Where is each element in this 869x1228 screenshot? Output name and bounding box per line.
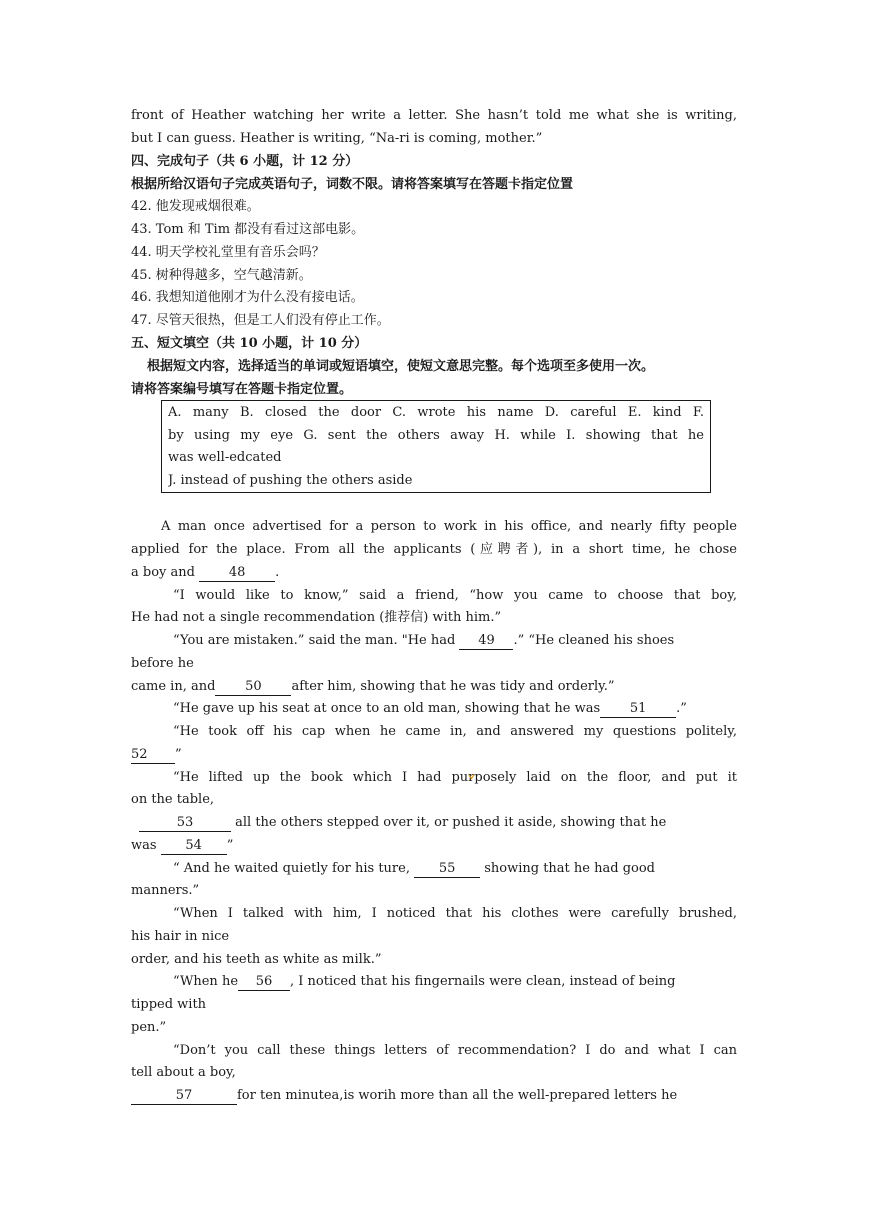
text-span: .” “He cleaned his shoes	[513, 633, 675, 648]
passage-line: pen.”	[131, 1020, 167, 1035]
text-span: .	[275, 565, 280, 580]
blank-48: 48	[199, 565, 275, 582]
section-heading: 四、完成句子（共 6 小题，计 12 分）	[131, 154, 359, 169]
passage-line	[131, 677, 737, 697]
passage-line	[131, 1086, 737, 1106]
text-span: for ten minutea,is worih more than all the well-prepared letters he	[237, 1088, 678, 1103]
passage-line: tipped with	[131, 997, 207, 1012]
passage-line: tell about a boy,	[131, 1065, 236, 1080]
passage-line	[131, 813, 737, 833]
question-item: 45. 树种得越多，空气越清新。	[131, 268, 312, 283]
passage-line: “I would like to know,” said a friend, “how you came to choose that boy,	[173, 588, 737, 603]
ink-mark-icon	[468, 773, 475, 780]
blank-51: 51	[600, 701, 676, 718]
passage-line	[173, 972, 737, 992]
passage-line: applied for the place. From all the applicants (应聘者), in a short time, he chose	[131, 542, 737, 557]
text-span: a boy and	[131, 565, 200, 580]
passage-line: “He lifted up the book which I had purposely laid on the floor, and put it	[173, 770, 737, 785]
text-span: all the others stepped over it, or pushed it aside, showing that he	[231, 815, 667, 830]
passage-line	[131, 836, 737, 856]
passage-line: He had not a single recommendation (推荐信) with him.”	[131, 610, 502, 625]
text-span: “He gave up his seat at once to an old man, showing that he was	[173, 701, 601, 716]
passage-line: A man once advertised for a person to work in his office, and nearly fifty people	[161, 519, 737, 534]
text-span: .”	[676, 701, 687, 716]
question-item: 47. 尽管天很热，但是工人们没有停止工作。	[131, 313, 390, 328]
text-span: after him, showing that he was tidy and orderly.”	[291, 679, 615, 694]
passage-line: “When I talked with him, I noticed that his clothes were carefully brushed,	[173, 906, 737, 921]
question-item: 43. Tom 和 Tim 都没有看过这部电影。	[131, 222, 365, 237]
blank-56: 56	[238, 974, 290, 991]
section-instruction: 根据短文内容，选择适当的单词或短语填空，使短文意思完整。每个选项至多使用一次。	[147, 359, 655, 374]
text-span: “When he	[173, 974, 239, 989]
text-span: was	[131, 838, 161, 853]
option-line: A. many B. closed the door C. wrote his name D. careful E. kind F.	[168, 405, 704, 420]
blank-49: 49	[459, 633, 513, 650]
text-span: “ And he waited quietly for his ture,	[173, 861, 415, 876]
text-span: ”	[226, 838, 234, 853]
passage-line: his hair in nice	[131, 929, 230, 944]
passage-line: manners.”	[131, 883, 200, 898]
blank-50: 50	[215, 679, 291, 696]
passage-line	[131, 563, 737, 583]
text-span: ”	[175, 747, 182, 762]
option-line: by using my eye G. sent the others away H. while I. showing that he	[168, 428, 704, 443]
text-span: showing that he had good	[480, 861, 655, 876]
passage-line: “He took off his cap when he came in, and answered my questions politely,	[173, 724, 737, 739]
passage-line: order, and his teeth as white as milk.”	[131, 952, 382, 967]
blank-57: 57	[131, 1088, 237, 1105]
option-line: J. instead of pushing the others aside	[168, 473, 413, 488]
text-span: came in, and	[131, 679, 216, 694]
text-line: front of Heather watching her write a letter. She hasn’t told me what she is writing,	[131, 108, 737, 123]
passage-line	[173, 699, 737, 719]
blank-53: 53	[139, 815, 231, 832]
question-item: 42. 他发现戒烟很难。	[131, 199, 260, 214]
passage-line	[173, 631, 737, 651]
option-line: was well-edcated	[168, 450, 282, 465]
text-line: but I can guess. Heather is writing, “Na-ri is coming, mother.”	[131, 131, 543, 146]
passage-line	[131, 745, 737, 765]
passage-line: “Don’t you call these things letters of recommendation? I do and what I can	[173, 1043, 737, 1058]
section-instruction: 根据所给汉语句子完成英语句子，词数不限。请将答案填写在答题卡指定位置	[131, 177, 574, 192]
section-heading: 五、短文填空（共 10 小题，计 10 分）	[131, 336, 368, 351]
text-span: , I noticed that his fingernails were clean, instead of being	[290, 974, 676, 989]
blank-54: 54	[161, 838, 227, 855]
blank-52: 52	[131, 747, 175, 764]
blank-55: 55	[414, 861, 480, 878]
section-instruction: 请将答案编号填写在答题卡指定位置。	[131, 382, 353, 397]
passage-line: before he	[131, 656, 194, 671]
passage-line: on the table,	[131, 792, 215, 807]
passage-line	[173, 859, 737, 879]
text-span: “You are mistaken.” said the man. "He had	[173, 633, 460, 648]
question-item: 44. 明天学校礼堂里有音乐会吗？	[131, 245, 325, 260]
question-item: 46. 我想知道他刚才为什么没有接电话。	[131, 290, 364, 305]
